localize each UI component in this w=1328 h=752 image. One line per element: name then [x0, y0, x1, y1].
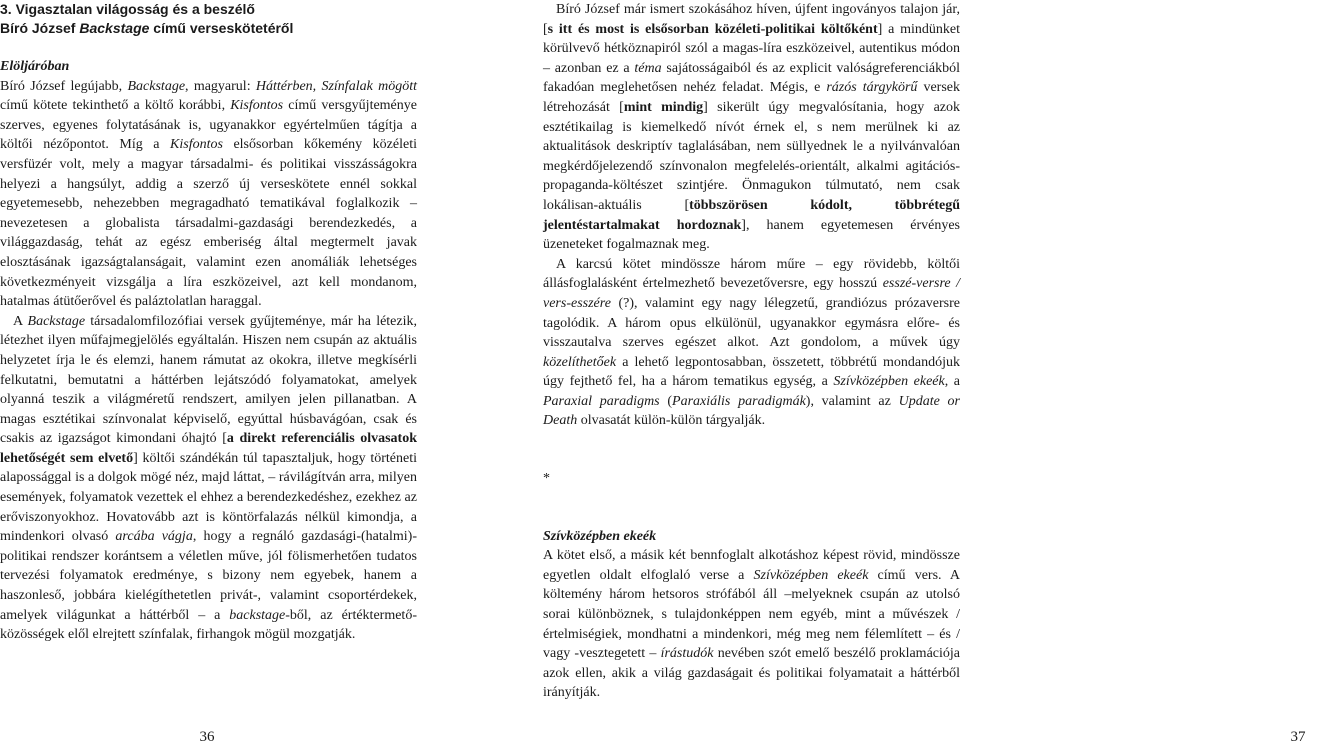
- paragraph: Bíró József legújabb, Backstage, magyarul: Háttérben, Színfalak mögött című kötete tekinthető a költő korábbi, Kisfontos című versgyűjteménye szerves, egyenes folytatásának is, ugyanakkor egyértelműen tágítja a költői nézőpontot. Míg a Kisfontos elsősorban kőkemény közéleti versfüzér volt, mely a magyar társadalmi- és politikai visszásságokra helyezi a hangsúlyt, addig a szerző új verseskötete ennél sokkal egyetemesebb, nehezebben megragadható tematikával foglalkozik – nevezetesen a globalista társadalmi-gazdasági berendezkedés, a világgazdaság, tehát az egész emberiség által megtermelt javak elosztásának igazságtalanságait, valamint ezen anomáliák lehetséges következményeit vizsgálja a líra eszközeivel, azt kell mondanom, hatalmas átütőerővel és paláztolatlan haraggal.: [0, 78, 417, 310]
- left-text-column: [0, 0, 417, 645]
- section-heading-intro: Elöljáróban: [0, 59, 70, 74]
- page-number: 37: [1290, 729, 1306, 745]
- paragraph: A Backstage társadalomfilozófiai versek gyűjteménye, már ha létezik, létezhet ilyen műfajmegjelölés egyáltalán. Hiszen nem csupán az aktuális helyzetet írja le és elemzi, hanem rámutat az okokra, illetve megkísérli felkutatni, bemutatni a háttérben lejátszódó folyamatokat, amelyek olyanná teszik a világméretű rendszert, amilyen jelen pillanatban. A magas esztétikai színvonalat képviselő, egyúttal húsbavágóan, csak és csakis az igazságot kimondani óhajtó [a direkt referenciális olvasatok lehetőségét sem elvető] költői szándékán túl tapasztaljuk, hogy történeti alapossággal is a dolgok mögé néz, majd láttat, – rávilágítván arra, milyen események, folyamatok vezettek el ehhez a berendezkedéshez, ezekhez az erőviszonyokhoz. Hovatovább azt is köntörfalazás nélkül kimondja, a mindenkori olvasó arcába vágja, hogy a regnáló gazdasági-(hatalmi)-politikai rendszer korántsem a véletlen műve, jól fölismerhetően tudatos tervezési folyamatok eredménye, s bizony nem egyebek, hanem a haszonleső, jobbára kielégíthetetlen privát-, valamint csoportérdekek, amelyek világunkat a háttérből – a backstage-ből, az értéktermető-közösségek elől elrejtett színfalak, firhangok mögül mozgatják.: [0, 313, 418, 643]
- section-separator: *: [543, 471, 550, 487]
- paragraph: A kötet első, a másik két bennfoglalt alkotáshoz képest rövid, mindössze egyetlen oldalt elfoglaló verse a Szívközépben ekeék című vers. A költemény három hetsoros strófából áll –melyeknek csupán az utolsó sorai különböznek, s tulajdonképpen nem egyéb, mint a művészek / értelmiségiek, mondhatni a mindenkori, még meg nem félemlített – és / vagy -vesztegetett – írástudók nevében szót emelő beszélő proklamációja azok ellen, akik a világ gazdaságait és politikai folyamatait a háttérből irányítják.: [543, 548, 960, 701]
- section-heading-szivkozepben: Szívközépben ekeék: [543, 528, 657, 544]
- paragraph: A karcsú kötet mindössze három műre – egy rövidebb, költői állásfoglalásként értelmezhető bevezetőversre, egy hosszú esszé-versre / vers-esszére (?), valamint egy nagy lélegzetű, grandiózus prózaversre tagolódik. A három opus elkülönül, ugyanakkor egymásra előre- és visszautalva szerves egészet alkot. Azt gondolom, a művek úgy közelíthetőek a lehető legpontosabban, összetett, többrétű mondandójuk úgy fejthető fel, ha a három tematikus egység, a Szívközépben ekeék, a Paraxial paradigms (Paraxiális paradigmák), valamint az Update or Death olvasatát külön-külön tárgyalják.: [543, 256, 961, 429]
- chapter-subtitle: Bíró József Backstage című verseskötetéről: [0, 20, 294, 36]
- right-page: [543, 0, 1306, 745]
- page-number: 36: [199, 729, 215, 745]
- right-text-column: [543, 0, 960, 703]
- left-page: [0, 0, 418, 745]
- chapter-title: 3. Vigasztalan világosság és a beszélő: [0, 1, 255, 17]
- paragraph: Bíró József már ismert szokásához híven, újfent ingoványos talajon jár, [s itt és most is elsősorban közéleti-politikai költőként] a mindünket körülvevő hétköznapiról szól a magas-líra eszközeivel, autentikus módon – azonban ez a téma sajátosságaiból és az explicit valóságreferenciákból fakadóan meglehetősen nehéz feladat. Mégis, e rázós tárgykörű versek létrehozását [mint mindig] sikerült úgy megvalósítania, hogy azok esztétikailag is kiemelkedő nívót érnek el, s nem merülnek ki az aktualitások deskriptív taglalásában, nem süllyednek le a nyilvánvalóan megkérdőjelezendő színvonalon megfelelés-orientált, alkalmi agitációs-propaganda-költészet szintjére. Önmagukon túlmutató, nem csak lokálisan-aktuális [többszörösen kódolt, többrétegű jelentéstartalmakat hordoznak], hanem egyetemesen érvényes üzeneteket fogalmaznak meg.: [543, 2, 961, 253]
